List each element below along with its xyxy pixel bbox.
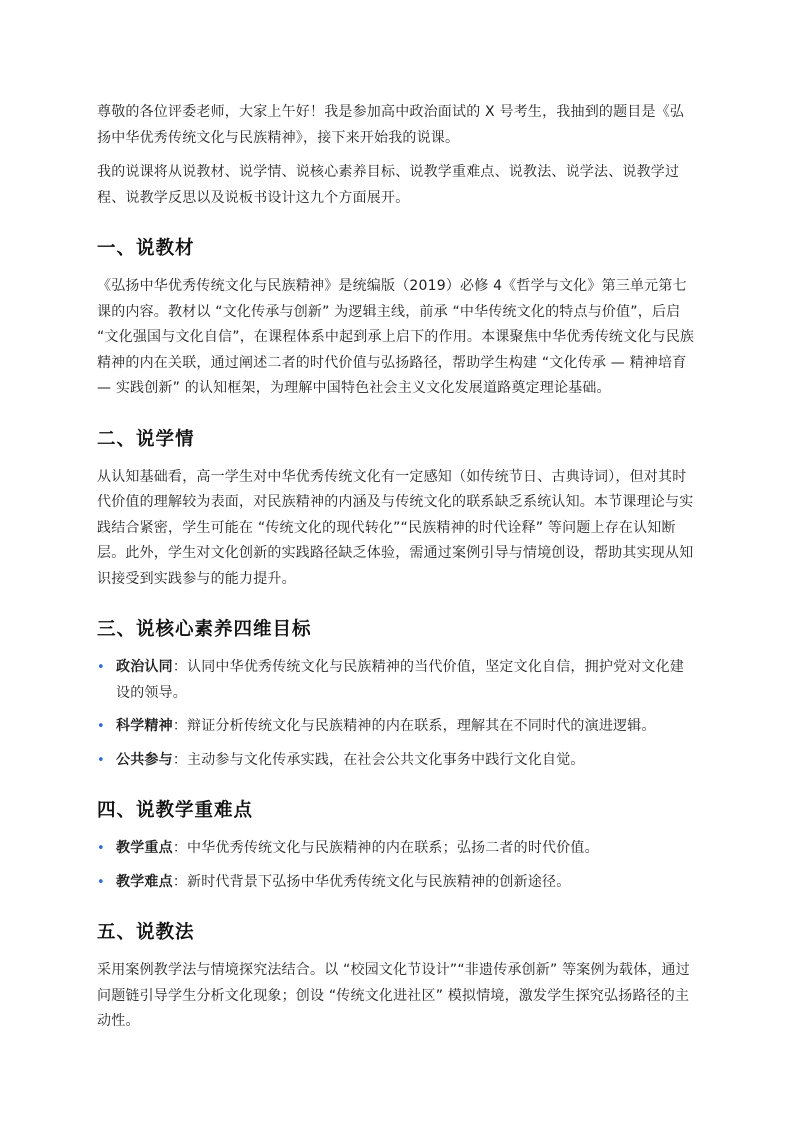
list-item-separator: ： [172, 840, 188, 856]
outline-paragraph: 我的说课将从说教材、说学情、说核心素养目标、说教学重难点、说教法、说学法、说教学过程、说教学反思以及说板书设计这九个方面展开。 [97, 164, 680, 206]
bullet-icon: • [97, 719, 105, 734]
section-text-teaching-method: 采用案例教学法与情境探究法结合。以 “校园文化节设计”“非遗传承创新” 等案例为载体，通过问题链引导学生分析文化现象；创设 “传统文化进社区” 模拟情境，激发学生探究弘扬路径的主动性。 [97, 962, 690, 1029]
list-item-separator: ： [172, 751, 188, 768]
list-item-text: 辩证分析传统文化与民族精神的内在联系，理解其在不同时代的演进逻辑。 [187, 718, 656, 734]
list-item-term: 政治认同 [116, 659, 173, 675]
list-item-term: 公共参与 [116, 751, 173, 768]
key-points-list [97, 836, 697, 895]
bullet-icon: • [97, 874, 105, 890]
section-heading-key-points: 四、说教学重难点 [97, 800, 254, 821]
list-item-separator: ： [172, 659, 188, 675]
section-heading-teaching-method: 五、说教法 [97, 922, 195, 943]
list-item-separator: ： [172, 873, 188, 890]
objectives-list [97, 655, 697, 773]
list-item-separator: ： [172, 718, 188, 734]
list-item-term: 教学难点 [116, 873, 173, 890]
list-item [97, 836, 697, 862]
list-item-term: 科学精神 [116, 718, 173, 734]
list-item-text: 新时代背景下弘扬中华优秀传统文化与民族精神的创新途径。 [187, 873, 571, 890]
bullet-icon: • [97, 660, 105, 675]
list-item [97, 714, 697, 740]
intro-paragraph: 尊敬的各位评委老师，大家上午好！我是参加高中政治面试的 X 号考生，我抽到的题目是《弘扬中华优秀传统文化与民族精神》，接下来开始我的说课。 [97, 104, 685, 146]
section-heading-textbook: 一、说教材 [97, 238, 195, 259]
bullet-icon: • [97, 841, 105, 856]
list-item-text: 中华优秀传统文化与民族精神的内在联系；弘扬二者的时代价值。 [187, 840, 599, 856]
document-page [97, 100, 697, 1044]
section-heading-students: 二、说学情 [97, 428, 195, 450]
list-item-text: 主动参与文化传承实践，在社会公共文化事务中践行文化自觉。 [187, 751, 585, 768]
list-item-text: 认同中华优秀传统文化与民族精神的当代价值，坚定文化自信，拥护党对文化建设的领导。 [116, 659, 685, 701]
section-text-students: 从认知基础看，高一学生对中华优秀传统文化有一定感知（如传统节日、古典诗词），但对其时代价值的理解较为表面，对民族精神的内涵及与传统文化的联系缺乏系统认知。本节课理论与实践结合紧密，学生可能在 “传统文化的现代转化”“民族精神的时代诠释” 等问题上存在认知断层。此外，学生对文化创新的实践路径缺乏体验，需通过案例引导与情境创设，帮助其实现从知识接受到实践参与的能力提升。 [97, 468, 694, 587]
section-heading-objectives: 三、说核心素养四维目标 [97, 619, 312, 640]
bullet-icon: • [97, 752, 105, 768]
list-item [97, 748, 697, 774]
section-text-textbook: 《弘扬中华优秀传统文化与民族精神》是统编版（2019）必修 4《哲学与文化》第三单元第七课的内容。教材以 “文化传承与创新” 为逻辑主线，前承 “中华传统文化的特点与价值”，后启 “文化强国与文化自信”，在课程体系中起到承上启下的作用。本课聚焦中华优秀传统文化与民族精神的内在关联，通过阐述二者的时代价值与弘扬路径，帮助学生构建 “文化传承 — 精神培育 — 实践创新” 的认知框架，为理解中国特色社会主义文化发展道路奠定理论基础。 [97, 278, 695, 396]
list-item [97, 870, 697, 896]
list-item-term: 教学重点 [116, 840, 173, 856]
list-item [97, 655, 697, 706]
